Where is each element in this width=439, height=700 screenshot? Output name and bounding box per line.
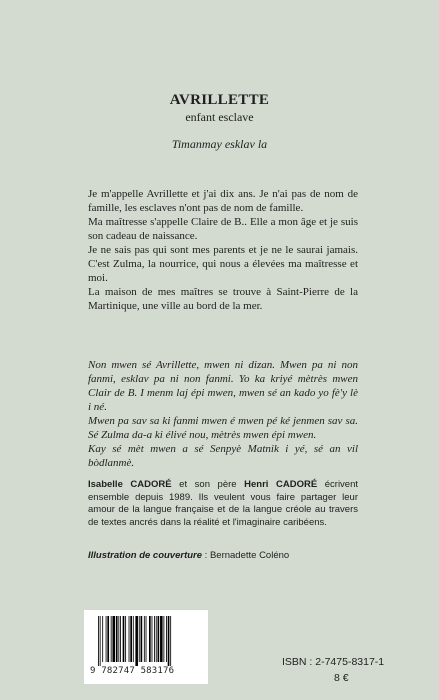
creole-paragraph: Kay sé mèt mwen a sé Senpyè Matnik i yé, sé an vil bòdlanmè. <box>88 443 358 469</box>
author-bio-text: écrivent ensemble depuis 1989. Ils veulent vous faire partager leur amour de la langue française et de la langue créole au travers de textes ancrés dans la réalité et l'imaginaire caribéens. <box>88 479 359 528</box>
creole-paragraph: Non mwen sé Avrillette, mwen ni dizan. Mwen pa ni non fanmi, esklav pa ni non fanmi. Yo ka kriyé mètrès mwen Clair de B. I menm laj épi mwen, mwen sé an kado yo fè'y lè i né. <box>88 359 358 413</box>
illustration-separator: : <box>202 550 210 561</box>
french-blurb <box>88 187 358 313</box>
isbn-label: ISBN : 2-7475-8317-1 <box>282 656 385 668</box>
creole-blurb <box>88 358 358 470</box>
book-subtitle: enfant esclave <box>185 110 254 124</box>
barcode-digits: 9 782747 583176 <box>90 666 175 676</box>
illustration-artist: Bernadette Coléno <box>209 550 290 561</box>
book-title: AVRILLETTE <box>169 92 270 108</box>
french-paragraph: La maison de mes maîtres se trouve à Saint-Pierre de la Martinique, une ville au bord de la mer. <box>88 286 358 312</box>
illustration-credit <box>88 550 388 561</box>
price-label: 8 € <box>334 672 349 684</box>
author-bio <box>88 479 358 529</box>
creole-paragraph: Mwen pa sav sa ki fanmi mwen é mwen pé ké jenmen sav sa. Sé Zulma da-a ki élivé nou, mètrès mwen épi mwen. <box>88 415 358 441</box>
barcode-bars <box>98 616 194 666</box>
illustration-label: Illustration de couverture <box>88 550 203 561</box>
barcode <box>84 610 208 684</box>
french-paragraph: Je m'appelle Avrillette et j'ai dix ans. Je n'ai pas de nom de famille, les esclaves n'ont pas de nom de famille. <box>88 188 358 214</box>
creole-subtitle: Timanmay esklav la <box>171 137 268 151</box>
author-connector: et son père <box>171 479 245 490</box>
author-name: Henri CADORÉ <box>244 479 318 490</box>
french-paragraph: Je ne sais pas qui sont mes parents et je ne le saurai jamais. C'est Zulma, la nourrice, qui nous a élevées ma maîtresse et moi. <box>88 244 358 284</box>
author-name: Isabelle CADORÉ <box>88 479 172 490</box>
french-paragraph: Ma maîtresse s'appelle Claire de B.. Elle a mon âge et je suis son cadeau de naissance. <box>88 216 358 242</box>
